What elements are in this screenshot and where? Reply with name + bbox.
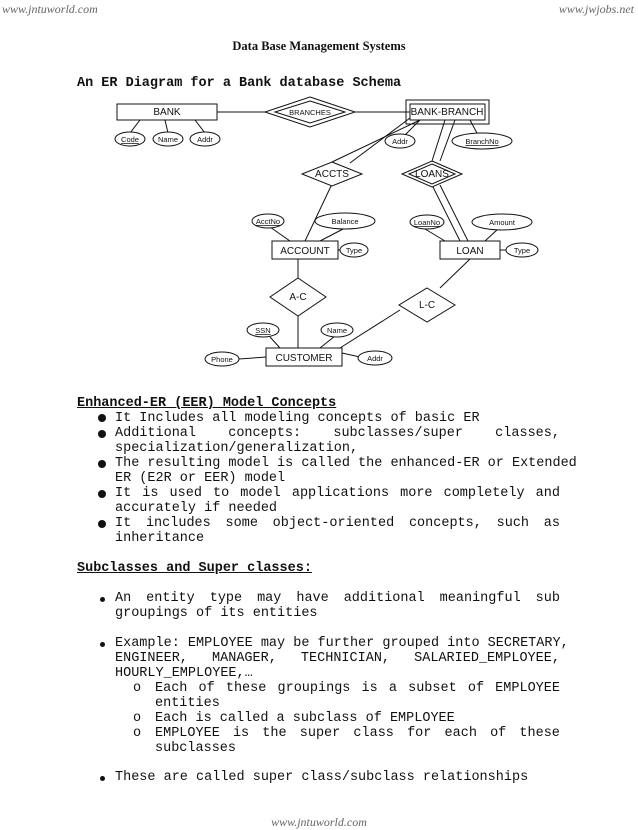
attr-cust-name: Name [326, 326, 348, 335]
sub-sub-bullet-1: Each of these groupings is a subset of EMPLOYEE [155, 681, 560, 696]
eer-bullet-3-cont: ER (E2R or EER) model [115, 471, 286, 486]
rel-loans: LOANS [415, 169, 449, 180]
circle-bullet-icon: o [133, 726, 142, 741]
attr-acctno: AcctNo [255, 217, 281, 226]
sub-sub-bullet-3-cont: subclasses [155, 741, 237, 756]
sub-heading: Subclasses and Super classes: [77, 561, 312, 576]
entity-customer: CUSTOMER [275, 353, 333, 364]
attr-name: Name [157, 135, 179, 144]
attr-loan-type: Type [513, 246, 531, 255]
bullet-icon [100, 597, 105, 602]
entity-loan: LOAN [456, 246, 484, 257]
circle-bullet-icon: o [133, 681, 142, 696]
attr-amount: Amount [489, 218, 515, 227]
eer-heading: Enhanced-ER (EER) Model Concepts [77, 396, 337, 411]
attr-addr: Addr [197, 135, 213, 144]
eer-bullet-2-cont: specialization/generalization, [115, 441, 359, 456]
eer-bullet-1: It Includes all modeling concepts of basic ER [115, 411, 480, 426]
bullet-icon [100, 776, 105, 781]
attr-cust-addr: Addr [367, 354, 383, 363]
eer-bullet-3: The resulting model is called the enhanced-ER or Extended [115, 456, 577, 471]
sub-sub-bullet-2: Each is called a subclass of EMPLOYEE [155, 711, 455, 726]
bullet-icon [98, 520, 106, 528]
bullet-icon [98, 490, 106, 498]
eer-bullet-5: It includes some object-oriented concepts, such as [115, 516, 560, 531]
sub-sub-bullet-3: EMPLOYEE is the super class for each of these [155, 726, 560, 741]
sub-bullet-2-line3: HOURLY_EMPLOYEE,… [115, 666, 253, 681]
sub-bullet-3: These are called super class/subclass relationships [115, 770, 529, 785]
watermark-top-left: www.jntuworld.com [2, 2, 98, 16]
attr-loanno: LoanNo [413, 218, 441, 227]
rel-ac: A-C [289, 292, 307, 303]
entity-account: ACCOUNT [280, 246, 330, 257]
eer-bullet-4: It is used to model applications more completely and [115, 486, 560, 501]
rel-branches: BRANCHES [289, 108, 331, 117]
sub-bullet-1-cont: groupings of its entities [115, 606, 318, 621]
bullet-icon [100, 642, 105, 647]
circle-bullet-icon: o [133, 711, 142, 726]
attr-phone: Phone [211, 355, 233, 364]
er-diagram [0, 0, 638, 380]
watermark-bottom: www.jntuworld.com [271, 815, 367, 829]
sub-bullet-1: An entity type may have additional meaningful sub [115, 591, 560, 606]
attr-branch-addr: Addr [392, 137, 408, 146]
sub-sub-bullet-1-cont: entities [155, 696, 220, 711]
rel-lc: L-C [418, 300, 436, 311]
rel-accts: ACCTS [315, 169, 349, 180]
er-heading: An ER Diagram for a Bank database Schema [77, 76, 402, 91]
attr-code: Code [121, 135, 139, 144]
attr-ssn: SSN [255, 326, 271, 335]
bullet-icon [98, 414, 106, 422]
eer-bullet-5-cont: inheritance [115, 531, 205, 546]
sub-bullet-2: Example: EMPLOYEE may be further grouped into SECRETARY, [115, 636, 569, 651]
bullet-icon [98, 460, 106, 468]
sub-bullet-2-line2: ENGINEER, MANAGER, TECHNICIAN, SALARIED_EMPLOYEE, [115, 651, 560, 666]
entity-bank: BANK [153, 107, 181, 118]
bullet-icon [98, 430, 106, 438]
attr-acc-type: Type [345, 246, 363, 255]
page-title: Data Base Management Systems [232, 39, 406, 53]
watermark-top-right: www.jwjobs.net [558, 2, 634, 16]
entity-bank-branch: BANK-BRANCH [410, 107, 484, 118]
eer-bullet-2: Additional concepts: subclasses/super classes, [115, 426, 560, 441]
attr-branchno: BranchNo [465, 137, 499, 146]
eer-bullet-4-cont: accurately if needed [115, 501, 278, 516]
attr-balance: Balance [331, 217, 359, 226]
